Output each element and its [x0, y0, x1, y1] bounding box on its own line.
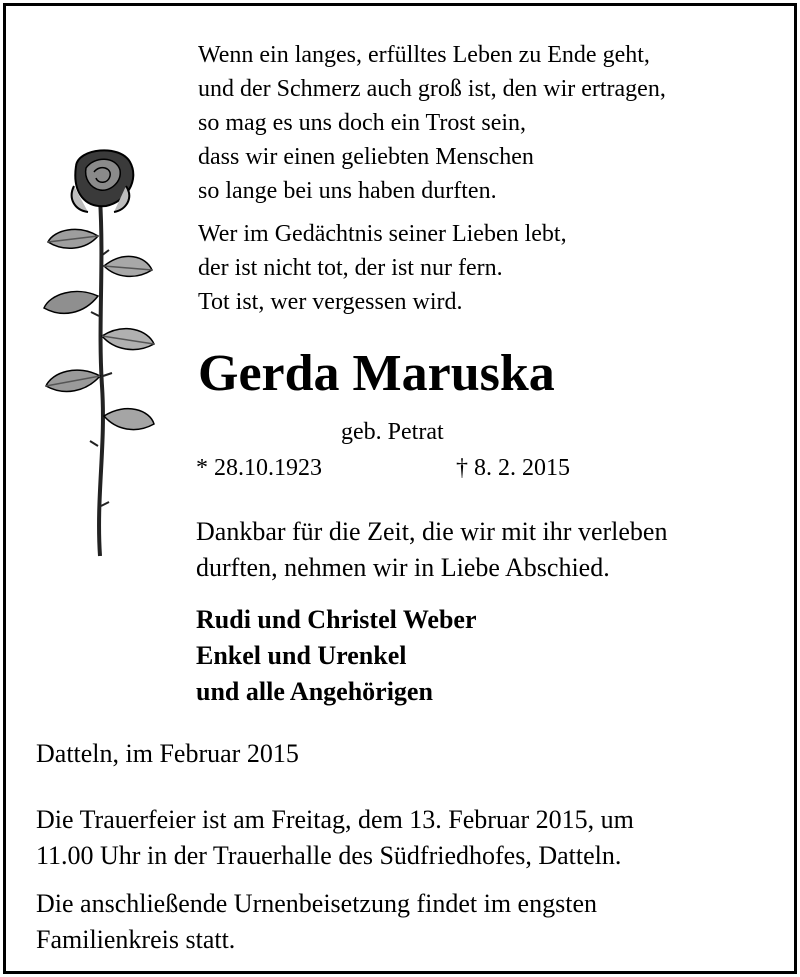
birth-date: * 28.10.1923 [196, 455, 322, 481]
mourner-line: Rudi und Christel Weber [196, 605, 477, 634]
poem-line: so lange bei uns haben durften. [198, 178, 497, 204]
obituary-frame [3, 3, 797, 974]
mourner-line: Enkel und Urenkel [196, 641, 407, 670]
burial-line: Familienkreis statt. [36, 925, 236, 954]
mourner-line: und alle Angehörigen [196, 677, 433, 706]
death-date: † 8. 2. 2015 [456, 455, 570, 481]
birth-name: geb. Petrat [341, 419, 444, 445]
funeral-line: Die Trauerfeier ist am Freitag, dem 13. Februar 2015, um [36, 805, 634, 834]
farewell-line: durften, nehmen wir in Liebe Abschied. [196, 553, 610, 582]
poem-line: dass wir einen geliebten Menschen [198, 144, 534, 170]
rose-icon [28, 146, 158, 561]
poem-line: so mag es uns doch ein Trost sein, [198, 110, 527, 136]
poem-line: Wenn ein langes, erfülltes Leben zu Ende geht, [198, 42, 650, 68]
poem-line: Wer im Gedächtnis seiner Lieben lebt, [198, 221, 567, 247]
funeral-line: 11.00 Uhr in der Trauerhalle des Südfriedhofes, Datteln. [36, 841, 622, 870]
poem-line: und der Schmerz auch groß ist, den wir ertragen, [198, 76, 666, 102]
deceased-name: Gerda Maruska [198, 345, 555, 402]
place-date: Datteln, im Februar 2015 [36, 739, 299, 768]
farewell-line: Dankbar für die Zeit, die wir mit ihr verleben [196, 517, 668, 546]
poem-line: Tot ist, wer vergessen wird. [198, 289, 463, 315]
burial-line: Die anschließende Urnenbeisetzung findet im engsten [36, 889, 597, 918]
poem-line: der ist nicht tot, der ist nur fern. [198, 255, 503, 281]
